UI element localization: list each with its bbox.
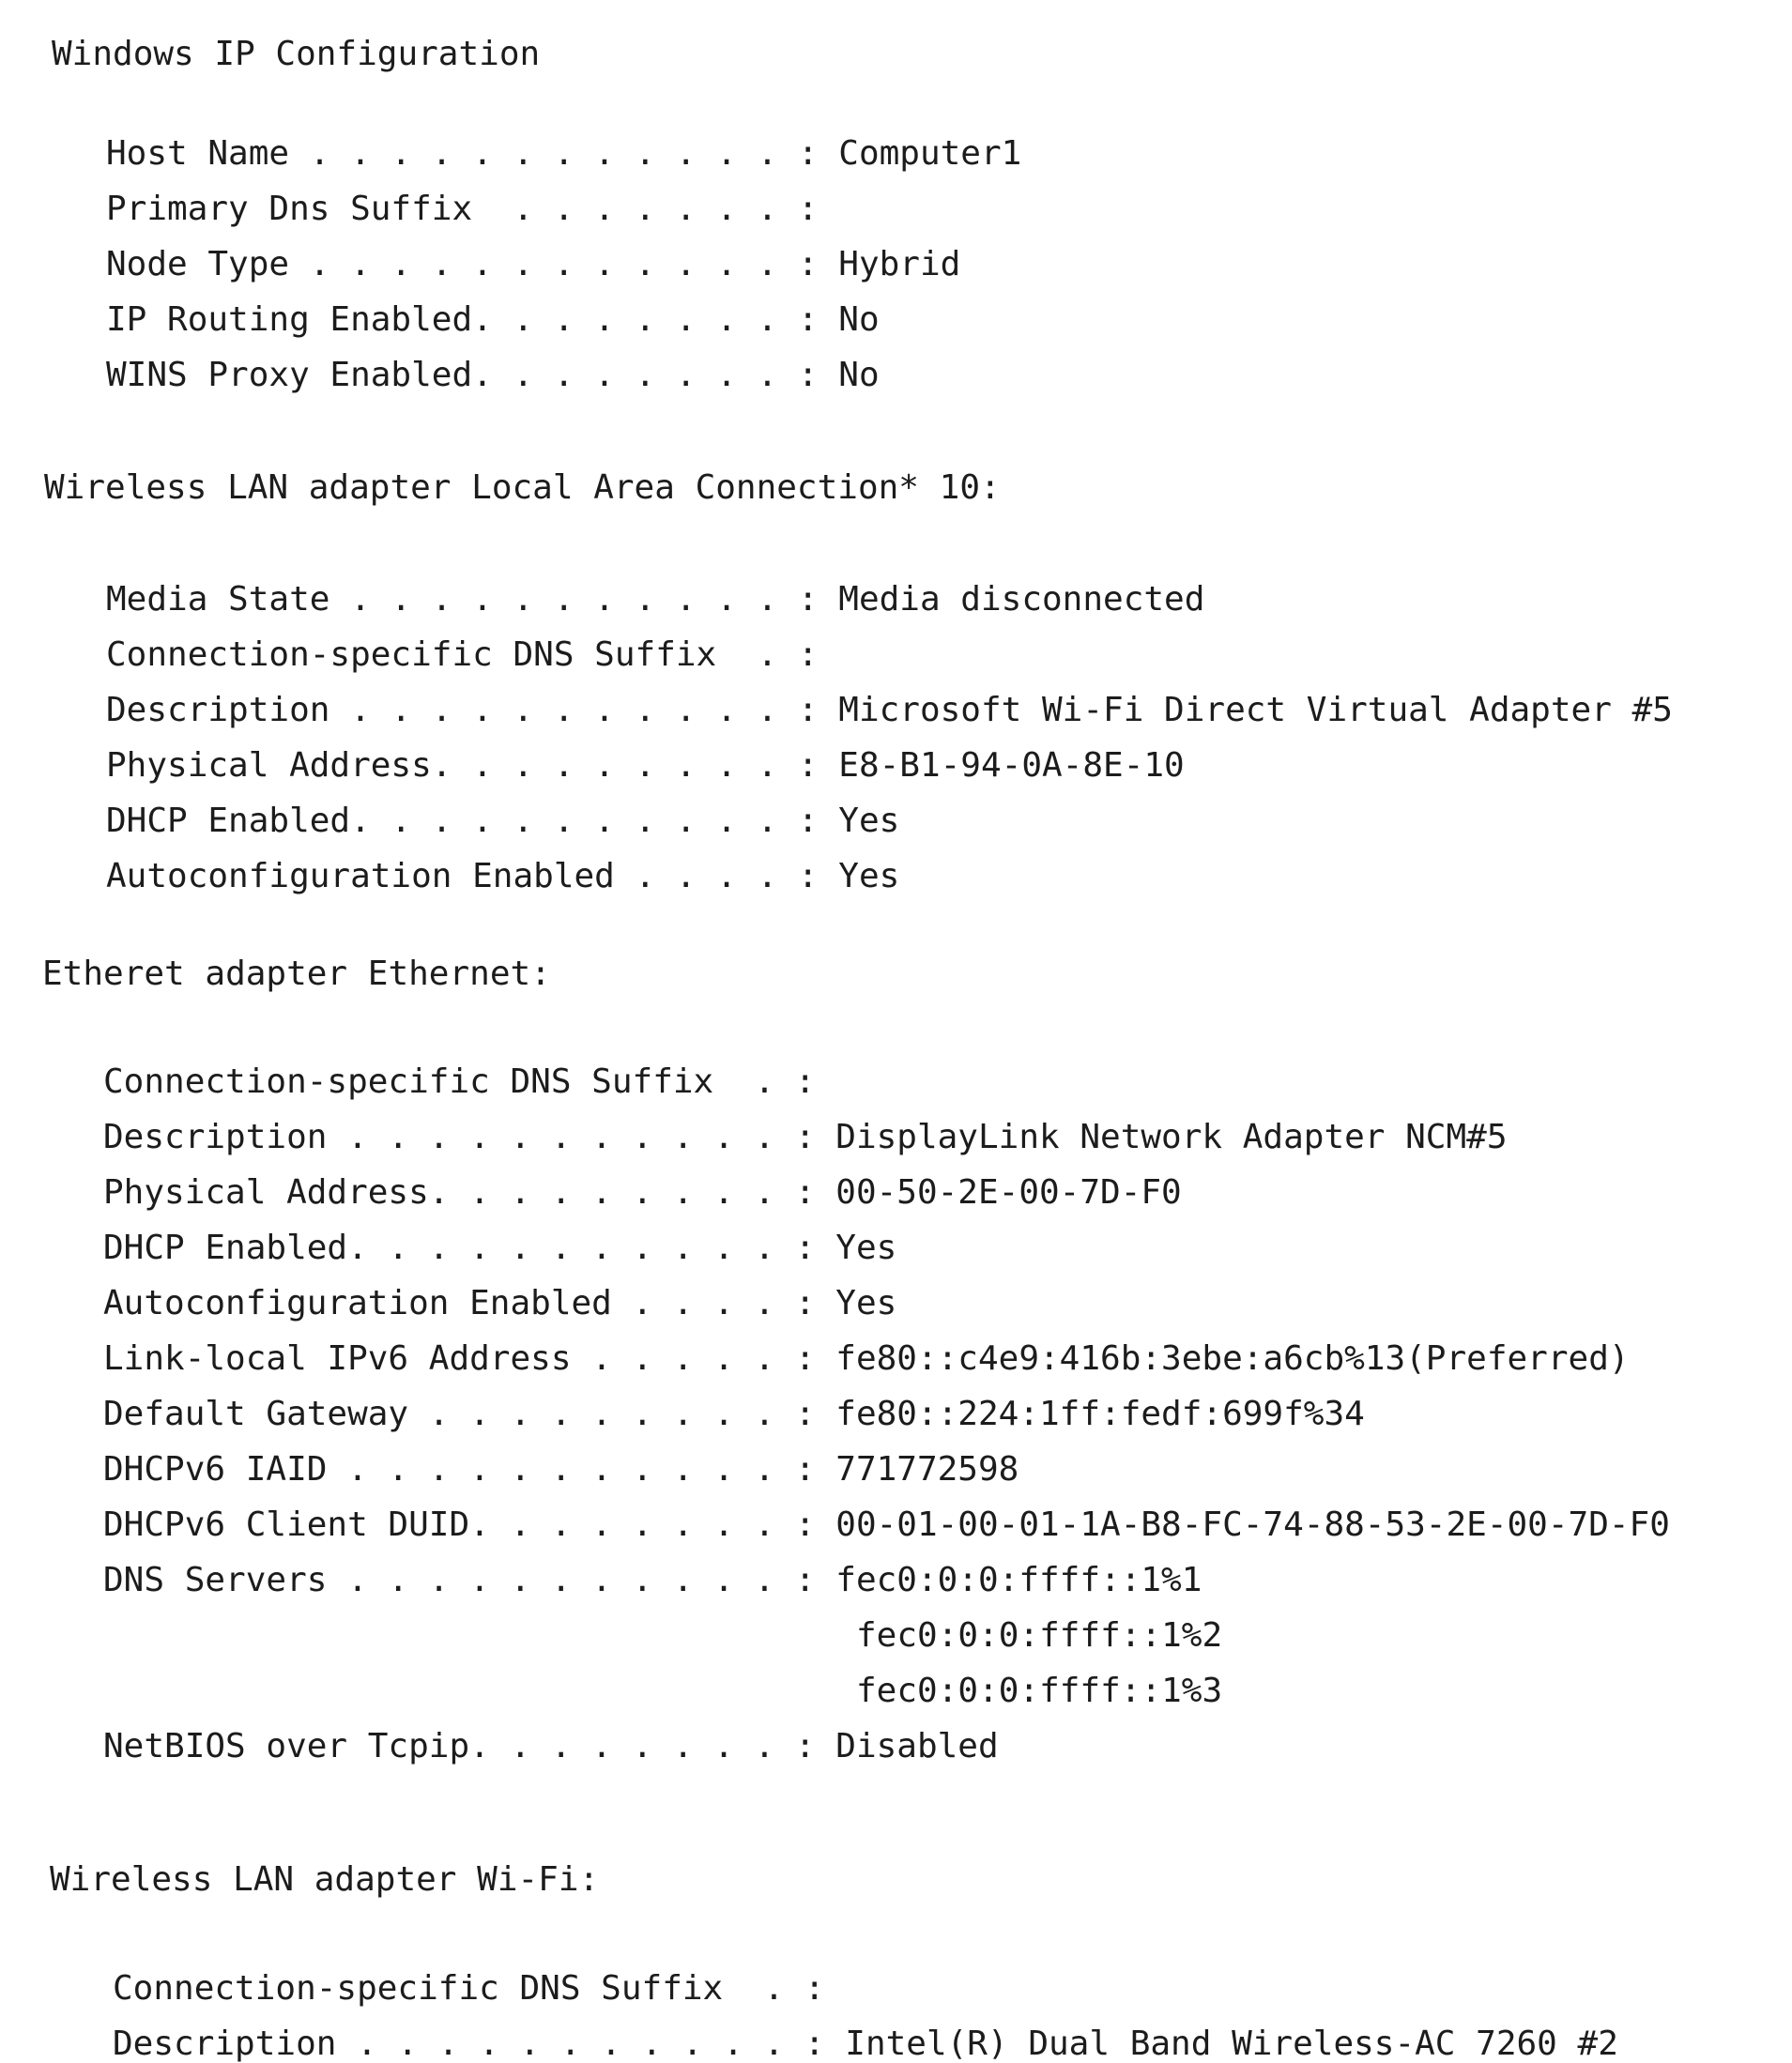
- row-netbios-over-tcpip: [103, 1727, 999, 1765]
- section-title-windows-ip: Windows IP Configuration: [52, 35, 541, 73]
- row-physical-address: [103, 1173, 1182, 1212]
- row-value: Microsoft Wi-Fi Direct Virtual Adapter #5: [838, 691, 1673, 729]
- dns-server-continuation: fec0:0:0:ffff::1%2: [856, 1616, 1223, 1655]
- row-value: Media disconnected: [838, 580, 1205, 619]
- row-key: Connection-specific DNS Suffix . :: [106, 635, 839, 674]
- row-value: Computer1: [838, 134, 1022, 173]
- row-key: Host Name . . . . . . . . . . . . :: [106, 134, 839, 173]
- row-dhcp-enabled: [106, 804, 899, 838]
- row-connection-dns-suffix: [113, 1969, 846, 2008]
- row-key: Physical Address. . . . . . . . . :: [103, 1173, 836, 1212]
- row-key: Description . . . . . . . . . . . :: [113, 2025, 846, 2063]
- row-media-state: [106, 580, 1205, 619]
- row-value: E8-B1-94-0A-8E-10: [838, 746, 1185, 785]
- row-default-gateway: [103, 1395, 1365, 1433]
- row-key: Connection-specific DNS Suffix . :: [103, 1062, 836, 1101]
- section-title-wireless-lac10: Wireless LAN adapter Local Area Connection* 10:: [44, 468, 1001, 507]
- row-primary-dns-suffix: [106, 192, 838, 226]
- row-value: Yes: [838, 857, 900, 895]
- row-key: Physical Address. . . . . . . . . :: [106, 746, 839, 785]
- row-description: [103, 1118, 1508, 1156]
- row-key: DNS Servers . . . . . . . . . . . :: [103, 1561, 836, 1599]
- row-key: DHCP Enabled. . . . . . . . . . . :: [103, 1229, 836, 1267]
- row-dhcpv6-iaid: [103, 1450, 1019, 1489]
- row-key: Autoconfiguration Enabled . . . . :: [103, 1284, 836, 1322]
- row-ip-routing-enabled: [106, 300, 880, 339]
- row-value: Yes: [835, 1229, 897, 1267]
- dns-server-continuation: fec0:0:0:ffff::1%3: [856, 1672, 1223, 1710]
- section-title-wifi: Wireless LAN adapter Wi-Fi:: [50, 1860, 600, 1899]
- row-connection-dns-suffix: [103, 1062, 836, 1101]
- row-dns-servers: [103, 1561, 1202, 1599]
- row-key: DHCPv6 IAID . . . . . . . . . . . :: [103, 1450, 836, 1489]
- row-autoconfiguration-enabled: [106, 857, 900, 895]
- row-wins-proxy-enabled: [106, 356, 880, 394]
- row-value: No: [838, 300, 880, 339]
- row-connection-dns-suffix: [106, 635, 839, 674]
- row-value: DisplayLink Network Adapter NCM#5: [835, 1118, 1508, 1156]
- row-value: 00-50-2E-00-7D-F0: [835, 1173, 1182, 1212]
- row-key: Description . . . . . . . . . . . :: [106, 691, 839, 729]
- row-value: Yes: [835, 1284, 897, 1322]
- row-key: Autoconfiguration Enabled . . . . :: [106, 857, 839, 895]
- section-title-ethernet: Etheret adapter Ethernet:: [42, 955, 551, 993]
- row-key: Node Type . . . . . . . . . . . . :: [106, 245, 839, 283]
- row-key: NetBIOS over Tcpip. . . . . . . . :: [103, 1727, 836, 1765]
- row-value: Intel(R) Dual Band Wireless-AC 7260 #2: [845, 2025, 1618, 2063]
- row-value: Disabled: [835, 1727, 999, 1765]
- row-value: No: [838, 356, 880, 394]
- row-value: 771772598: [835, 1450, 1019, 1489]
- row-value: Yes: [838, 802, 900, 840]
- row-key: WINS Proxy Enabled. . . . . . . . :: [106, 356, 839, 394]
- row-link-local-ipv6: [103, 1339, 1630, 1378]
- row-value: 00-01-00-01-1A-B8-FC-74-88-53-2E-00-7D-F0: [835, 1505, 1670, 1544]
- row-dhcp-enabled: [103, 1231, 896, 1265]
- row-key: DHCP Enabled. . . . . . . . . . . :: [106, 802, 839, 840]
- row-key: IP Routing Enabled. . . . . . . . :: [106, 300, 839, 339]
- row-key: Connection-specific DNS Suffix . :: [113, 1969, 846, 2008]
- row-value: fec0:0:0:ffff::1%1: [835, 1561, 1202, 1599]
- row-physical-address: [106, 746, 1185, 785]
- row-description: [113, 2027, 1618, 2061]
- row-key: Default Gateway . . . . . . . . . :: [103, 1395, 836, 1433]
- row-value: Hybrid: [838, 245, 961, 283]
- row-key: Description . . . . . . . . . . . :: [103, 1118, 836, 1156]
- row-dhcpv6-client-duid: [103, 1505, 1670, 1544]
- row-autoconfiguration-enabled: [103, 1284, 897, 1322]
- row-node-type: [106, 245, 961, 283]
- row-host-name: [106, 134, 1022, 173]
- row-key: Link-local IPv6 Address . . . . . :: [103, 1339, 836, 1378]
- row-key: Media State . . . . . . . . . . . :: [106, 580, 839, 619]
- row-description: [106, 691, 1673, 729]
- row-key: DHCPv6 Client DUID. . . . . . . . :: [103, 1505, 836, 1544]
- row-key: Primary Dns Suffix . . . . . . . :: [106, 190, 839, 228]
- row-value: fe80::224:1ff:fedf:699f%34: [835, 1395, 1365, 1433]
- row-value: fe80::c4e9:416b:3ebe:a6cb%13(Preferred): [835, 1339, 1630, 1378]
